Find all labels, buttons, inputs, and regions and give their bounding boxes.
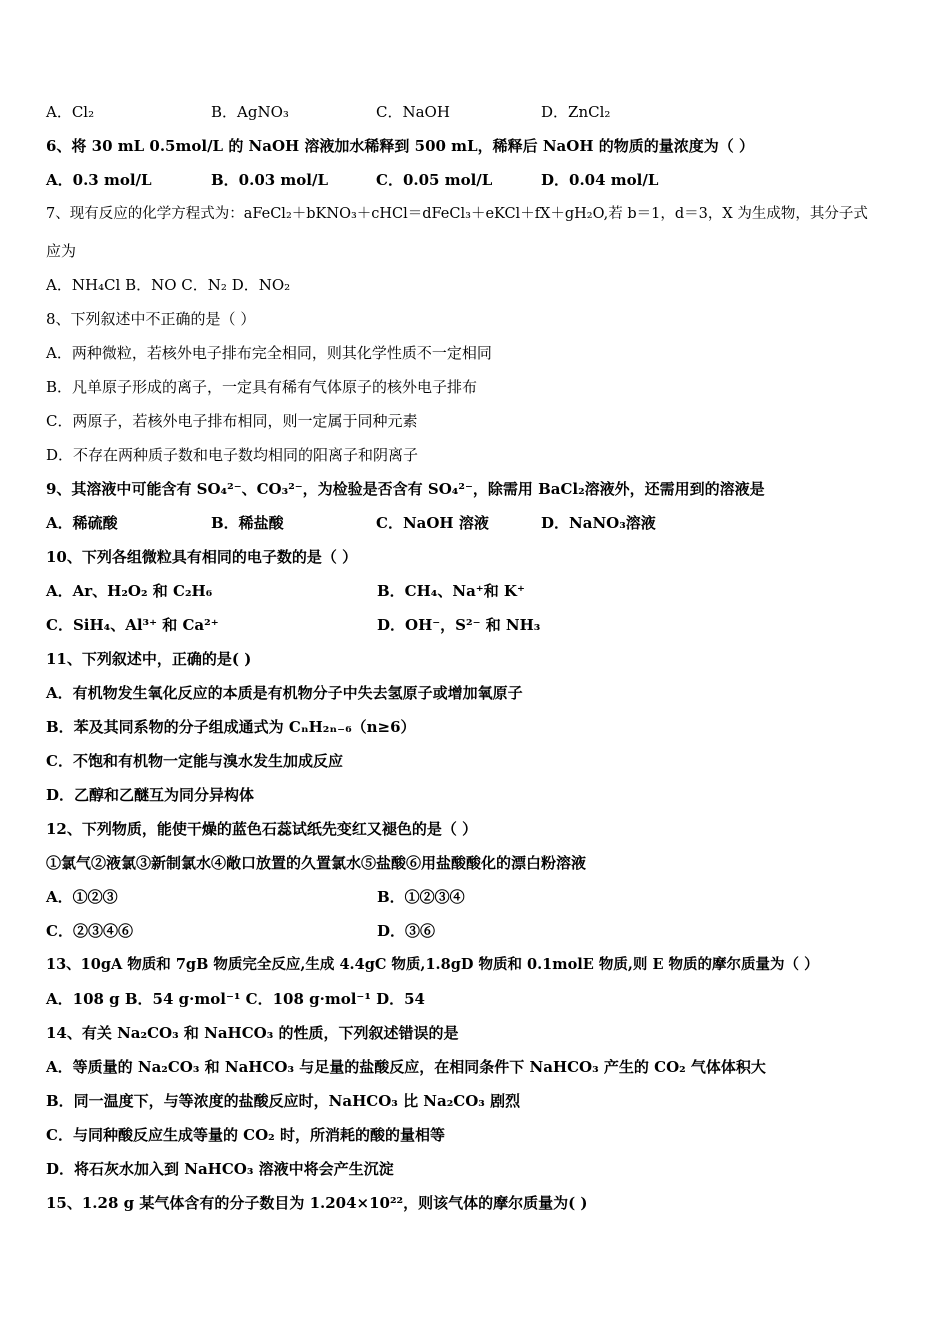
q6-option-d: D．0.04 mol/L <box>541 171 659 189</box>
q8-option-d: D．不存在两种质子数和电子数均相同的阳离子和阴离子 <box>46 446 419 464</box>
q6-stem: 6、将 30 mL 0.5mol/L 的 NaOH 溶液加水稀释到 500 mL，稀释后 NaOH 的物质的量浓度为（ ） <box>46 137 754 155</box>
q14-stem: 14、有关 Na₂CO₃ 和 NaHCO₃ 的性质，下列叙述错误的是 <box>46 1024 459 1042</box>
q13-stem: 13、10gA 物质和 7gB 物质完全反应,生成 4.4gC 物质,1.8gD 物质和 0.1molE 物质,则 E 物质的摩尔质量为（ ） <box>46 956 819 973</box>
q9-options <box>46 513 910 533</box>
q11-option-c: C．不饱和有机物一定能与溴水发生加成反应 <box>46 752 343 770</box>
q14-option-b: B．同一温度下，与等浓度的盐酸反应时，NaHCO₃ 比 Na₂CO₃ 剧烈 <box>46 1092 521 1110</box>
q14-option-d: D．将石灰水加入到 NaHCO₃ 溶液中将会产生沉淀 <box>46 1160 394 1178</box>
q5-option-c: C．NaOH <box>376 103 450 121</box>
q11-stem: 11、下列叙述中，正确的是( ) <box>46 650 252 668</box>
q12-option-d: D．③⑥ <box>377 922 436 940</box>
q10-option-c: C．SiH₄、Al³⁺ 和 Ca²⁺ <box>46 616 219 634</box>
q12-options-row2 <box>46 921 910 941</box>
q10-option-a: A．Ar、H₂O₂ 和 C₂H₆ <box>46 582 213 600</box>
q12-options-row1 <box>46 887 910 907</box>
q5-option-b: B．AgNO₃ <box>211 103 289 121</box>
q11-option-d: D．乙醇和乙醚互为同分异构体 <box>46 786 255 804</box>
q9-option-d: D．NaNO₃溶液 <box>541 514 656 532</box>
q5-option-a: A．Cl₂ <box>46 103 95 121</box>
q9-option-a: A．稀硫酸 <box>46 514 118 532</box>
q8-stem: 8、下列叙述中不正确的是（ ） <box>46 310 256 328</box>
q7-options: A．NH₄Cl B．NO C．N₂ D．NO₂ <box>46 276 291 294</box>
q6-option-a: A．0.3 mol/L <box>46 171 152 189</box>
q14-option-a: A．等质量的 Na₂CO₃ 和 NaHCO₃ 与足量的盐酸反应，在相同条件下 NaHCO₃ 产生的 CO₂ 气体体积大 <box>46 1058 766 1076</box>
q13-options: A．108 g B．54 g·mol⁻¹ C．108 g·mol⁻¹ D．54 <box>46 990 425 1008</box>
q8-option-a: A．两种微粒，若核外电子排布完全相同，则其化学性质不一定相同 <box>46 344 492 362</box>
q10-stem: 10、下列各组微粒具有相同的电子数的是（ ） <box>46 548 358 566</box>
q6-option-c: C．0.05 mol/L <box>376 171 493 189</box>
q11-option-b: B．苯及其同系物的分子组成通式为 CₙH₂ₙ₋₆（n≥6） <box>46 718 416 736</box>
q15-stem: 15、1.28 g 某气体含有的分子数目为 1.204×10²²，则该气体的摩尔质量为( ) <box>46 1194 588 1212</box>
q12-option-b: B．①②③④ <box>377 888 465 906</box>
q10-options-row1 <box>46 581 910 601</box>
q12-option-c: C．②③④⑥ <box>46 922 133 940</box>
q10-option-d: D．OH⁻，S²⁻ 和 NH₃ <box>377 616 541 634</box>
q12-list: ①氯气②液氯③新制氯水④敞口放置的久置氯水⑤盐酸⑥用盐酸酸化的漂白粉溶液 <box>46 854 587 872</box>
q6-option-b: B．0.03 mol/L <box>211 171 329 189</box>
q5-options <box>46 102 910 122</box>
q9-option-b: B．稀盐酸 <box>211 514 284 532</box>
q12-option-a: A．①②③ <box>46 888 118 906</box>
q8-option-b: B．凡单原子形成的离子，一定具有稀有气体原子的核外电子排布 <box>46 378 478 396</box>
q11-option-a: A．有机物发生氧化反应的本质是有机物分子中失去氢原子或增加氧原子 <box>46 684 523 702</box>
q8-option-c: C．两原子，若核外电子排布相同，则一定属于同种元素 <box>46 412 418 430</box>
q12-stem: 12、下列物质，能使干燥的蓝色石蕊试纸先变红又褪色的是（ ） <box>46 820 478 838</box>
q10-options-row2 <box>46 615 910 635</box>
q7-stem: 7、现有反应的化学方程式为：aFeCl₂＋bKNO₃＋cHCl＝dFeCl₃＋eKCl＋fX＋gH₂O,若 b＝1，d＝3，X 为生成物，其分子式 <box>46 206 868 222</box>
q14-option-c: C．与同种酸反应生成等量的 CO₂ 时，所消耗的酸的量相等 <box>46 1126 445 1144</box>
q10-option-b: B．CH₄、Na⁺和 K⁺ <box>377 582 525 600</box>
q9-option-c: C．NaOH 溶液 <box>376 514 489 532</box>
q6-options <box>46 170 910 190</box>
q7-stem-continued: 应为 <box>46 242 77 260</box>
q9-stem: 9、其溶液中可能含有 SO₄²⁻、CO₃²⁻，为检验是否含有 SO₄²⁻，除需用 BaCl₂溶液外，还需用到的溶液是 <box>46 480 765 498</box>
q5-option-d: D．ZnCl₂ <box>541 103 611 121</box>
